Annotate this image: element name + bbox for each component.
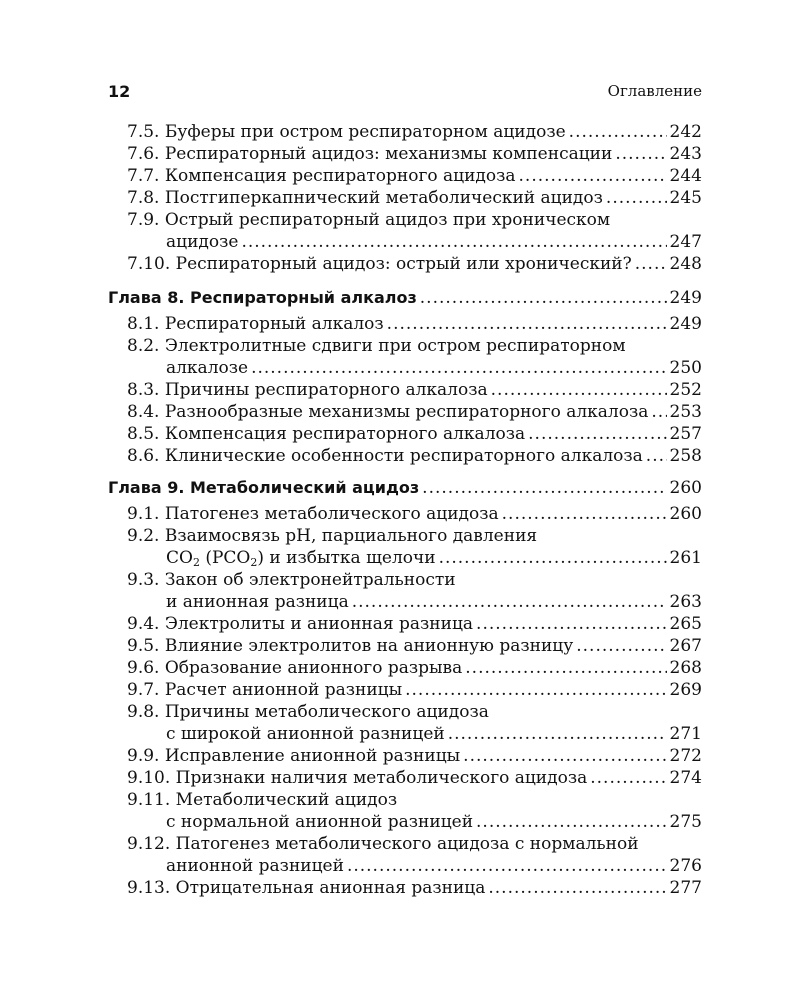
leader-dots <box>615 143 666 165</box>
leader-dots <box>528 423 666 445</box>
toc-page: 248 <box>669 254 702 274</box>
leader-dots <box>651 401 666 423</box>
leader-dots <box>463 745 666 767</box>
toc-entry[interactable]: 7.5. Буферы при остром респираторном ацидозе ..... 242 <box>127 121 702 143</box>
toc-entry-line1[interactable]: 9.2. Взаимосвязь pH, парциального давления <box>127 526 538 546</box>
toc-entry[interactable]: анионной разницей ..... 276 <box>166 855 702 877</box>
toc-entry[interactable]: 7.8. Постгиперкапнический метаболический ацидоз ..... 245 <box>127 187 702 209</box>
toc-page: 249 <box>669 314 702 334</box>
toc-page: 268 <box>669 658 702 678</box>
toc-entry[interactable]: 8.4. Разнообразные механизмы респираторного алкалоза ..... 253 <box>127 401 702 423</box>
toc-entry[interactable]: 7.6. Респираторный ацидоз: механизмы компенсации ..... 243 <box>127 143 702 165</box>
toc-entry-line1[interactable]: 9.8. Причины метаболического ацидоза <box>127 702 489 722</box>
running-header: Оглавление <box>607 82 702 100</box>
toc-entry[interactable]: с нормальной анионной разницей ..... 275 <box>166 811 702 833</box>
leader-dots <box>590 767 666 789</box>
toc-page: 257 <box>669 424 702 444</box>
toc-page: 252 <box>669 380 702 400</box>
toc-page: 267 <box>669 636 702 656</box>
toc-page: 250 <box>669 358 702 378</box>
leader-dots <box>241 231 666 253</box>
leader-dots <box>606 187 667 209</box>
leader-dots <box>488 877 666 899</box>
toc-entry[interactable]: 9.1. Патогенез метаболического ацидоза ..... 260 <box>127 503 702 525</box>
toc-page: 242 <box>669 122 702 142</box>
toc-chapter-8[interactable]: Глава 8. Респираторный алкалоз ..... 249 <box>108 287 702 309</box>
leader-dots <box>491 379 667 401</box>
leader-dots <box>646 445 667 467</box>
leader-dots <box>569 121 667 143</box>
toc-entry[interactable]: ацидозе ..... 247 <box>166 231 702 253</box>
leader-dots <box>347 855 667 877</box>
toc-page: 272 <box>669 746 702 766</box>
toc-entry[interactable]: 9.6. Образование анионного разрыва ..... 268 <box>127 657 702 679</box>
leader-dots <box>635 253 667 275</box>
toc-entry[interactable]: и анионная разница ..... 263 <box>166 591 702 613</box>
toc-entry-line1[interactable]: 9.12. Патогенез метаболического ацидоза с нормальной <box>127 834 639 854</box>
leader-dots <box>251 357 666 379</box>
leader-dots <box>422 477 666 499</box>
toc-entry-line1[interactable]: 8.2. Электролитные сдвиги при остром респираторном <box>127 336 626 356</box>
toc-entry-line1[interactable]: 9.11. Метаболический ацидоз <box>127 790 398 810</box>
leader-dots <box>439 547 667 569</box>
leader-dots <box>502 503 667 525</box>
page-number: 12 <box>108 82 131 101</box>
leader-dots <box>405 679 666 701</box>
toc-entry[interactable]: 7.7. Компенсация респираторного ацидоза ..... 244 <box>127 165 702 187</box>
toc-page: 276 <box>669 856 702 876</box>
leader-dots <box>476 811 667 833</box>
leader-dots <box>519 165 667 187</box>
leader-dots <box>465 657 666 679</box>
leader-dots <box>387 313 667 335</box>
toc-entry-line1[interactable]: 9.3. Закон об электронейтральности <box>127 570 456 590</box>
toc-page: 275 <box>669 812 702 832</box>
toc-page: 271 <box>669 724 702 744</box>
toc-entry[interactable]: 9.10. Признаки наличия метаболического ацидоза ..... 274 <box>127 767 702 789</box>
toc-entry[interactable]: 8.6. Клинические особенности респираторного алкалоза ..... 258 <box>127 445 702 467</box>
toc-page: 244 <box>669 166 702 186</box>
leader-dots <box>352 591 667 613</box>
toc-entry[interactable]: алкалозе ..... 250 <box>166 357 702 379</box>
toc-page: 274 <box>669 768 702 788</box>
toc-page: 245 <box>669 188 702 208</box>
toc-page: 258 <box>669 446 702 466</box>
toc-page: 243 <box>669 144 702 164</box>
toc-entry-line1[interactable]: 7.9. Острый респираторный ацидоз при хроническом <box>127 210 611 230</box>
toc-page: 260 <box>669 478 702 498</box>
leader-dots <box>420 287 667 309</box>
toc-page: 269 <box>669 680 702 700</box>
toc-page: 249 <box>669 288 702 308</box>
toc-page: 261 <box>669 548 702 568</box>
toc-page: 247 <box>669 232 702 252</box>
toc-page: 265 <box>669 614 702 634</box>
toc-page: 253 <box>669 402 702 422</box>
toc-entry[interactable]: 8.3. Причины респираторного алкалоза ..... 252 <box>127 379 702 401</box>
toc-entry[interactable]: 9.13. Отрицательная анионная разница ..... 277 <box>127 877 702 899</box>
toc-entry[interactable]: 7.10. Респираторный ацидоз: острый или хронический? ..... 248 <box>127 253 702 275</box>
toc-entry[interactable]: 8.5. Компенсация респираторного алкалоза ..... 257 <box>127 423 702 445</box>
toc-entry[interactable]: $CO_2$ $(PCO_2)$ и избытка щелочи ..... 261 <box>166 547 702 569</box>
leader-dots <box>476 613 667 635</box>
toc-entry[interactable]: 9.4. Электролиты и анионная разница ..... 265 <box>127 613 702 635</box>
leader-dots <box>576 635 666 657</box>
toc-entry[interactable]: 9.5. Влияние электролитов на анионную разницу ..... 267 <box>127 635 702 657</box>
toc-page: 277 <box>669 878 702 898</box>
toc-page: 263 <box>669 592 702 612</box>
toc-chapter-9[interactable]: Глава 9. Метаболический ацидоз ..... 260 <box>108 477 702 499</box>
toc-page: 260 <box>669 504 702 524</box>
toc-entry[interactable]: 8.1. Респираторный алкалоз ..... 249 <box>127 313 702 335</box>
toc-entry[interactable]: с широкой анионной разницей ..... 271 <box>166 723 702 745</box>
toc-entry[interactable]: 9.7. Расчет анионной разницы ..... 269 <box>127 679 702 701</box>
leader-dots <box>448 723 667 745</box>
toc-entry[interactable]: 9.9. Исправление анионной разницы ..... 272 <box>127 745 702 767</box>
